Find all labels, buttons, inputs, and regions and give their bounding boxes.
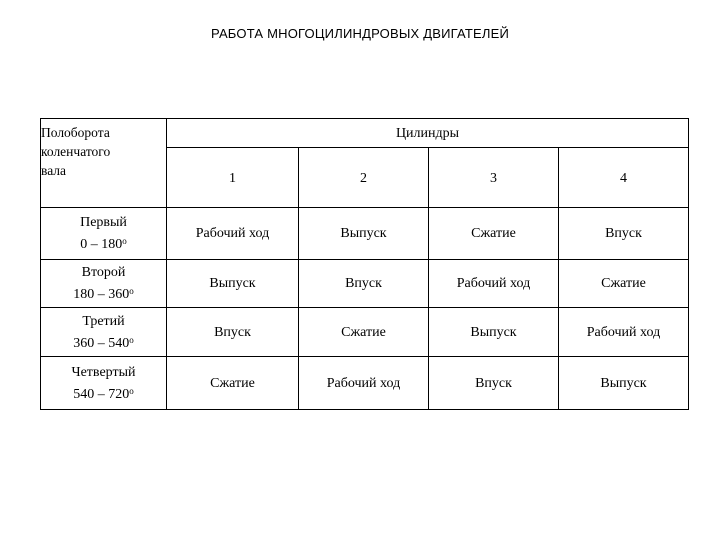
table-row-label	[41, 308, 166, 356]
cylinder-number: 3	[490, 171, 497, 186]
table-border-right	[688, 118, 689, 410]
row-name: Третий	[82, 313, 125, 329]
degree-mark: o	[129, 286, 134, 296]
table-row-label	[41, 357, 166, 409]
corner-header-line: Полоборота	[41, 125, 110, 140]
table-cell: Сжатие	[601, 276, 646, 291]
table-cell: Впуск	[605, 226, 642, 241]
degree-mark: o	[129, 385, 134, 396]
table-cell: Впуск	[214, 324, 251, 340]
row-range: 540 – 720$^o$	[73, 385, 134, 402]
row-name: Первый	[80, 215, 127, 230]
table-cell: Сжатие	[210, 375, 255, 391]
row-range: 180 – 360$^o$	[73, 286, 134, 302]
table-cell: Рабочий ход	[586, 324, 661, 340]
table-cell: Выпуск	[209, 276, 256, 291]
corner-header-line: вала	[41, 163, 67, 178]
table-cell: Рабочий ход	[195, 226, 270, 241]
engine-operation-table	[40, 118, 689, 410]
table-cell: Впуск	[475, 375, 512, 391]
table-row-label	[41, 208, 166, 259]
degree-mark: o	[129, 334, 134, 345]
table-cell: Выпуск	[340, 226, 387, 241]
row-name: Второй	[81, 265, 126, 280]
row-range: 360 – 540$^o$	[73, 334, 134, 351]
cylinder-number: 2	[360, 171, 367, 186]
table-cell: Рабочий ход	[326, 375, 401, 391]
row-name: Четвертый	[71, 364, 136, 380]
table-border-bottom	[40, 409, 689, 410]
table-cell: Рабочий ход	[456, 276, 531, 291]
table-cell: Сжатие	[471, 226, 516, 241]
row-range: 0 – 180$^o$	[80, 236, 127, 252]
table-cell: Впуск	[345, 276, 382, 291]
cylinder-number: 1	[229, 171, 236, 186]
page-title: РАБОТА МНОГОЦИЛИНДРОВЫХ ДВИГАТЕЛЕЙ	[210, 26, 510, 41]
corner-header	[41, 119, 166, 207]
corner-header-line: коленчатого	[41, 144, 111, 159]
table-cell: Сжатие	[341, 324, 386, 340]
table-cell: Выпуск	[600, 375, 647, 391]
table-row-label	[41, 260, 166, 307]
cylinder-number: 4	[620, 171, 627, 186]
table-cell: Выпуск	[470, 324, 517, 340]
cylinders-header: Цилиндры	[395, 125, 460, 141]
degree-mark: o	[122, 236, 127, 246]
